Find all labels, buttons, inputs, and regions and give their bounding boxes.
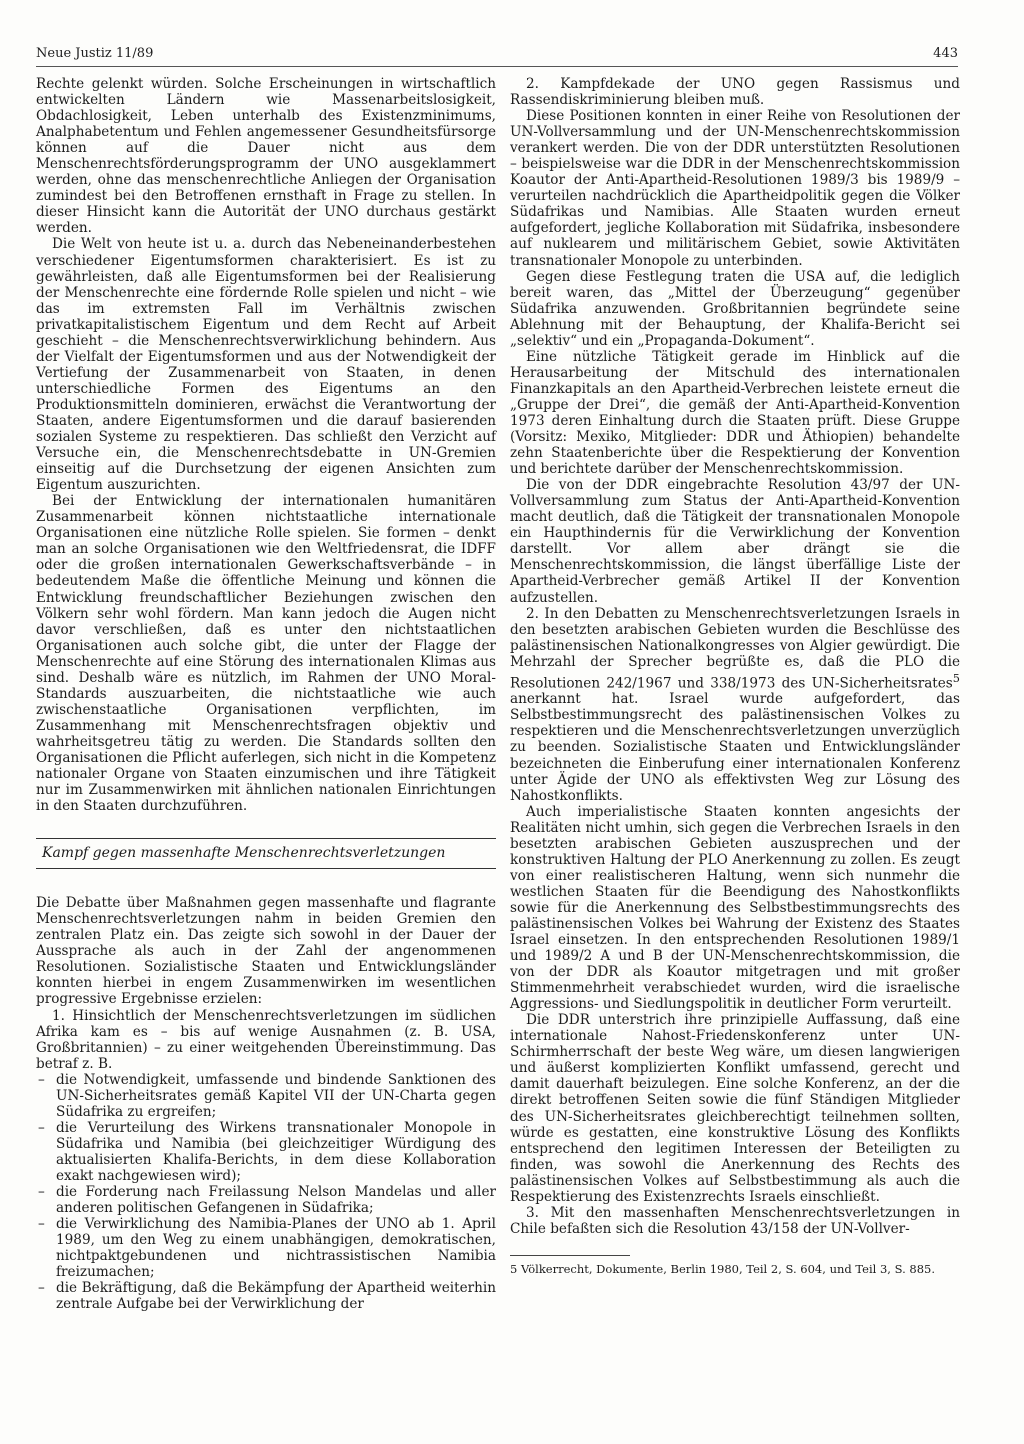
paragraph: Rechte gelenkt würden. Solche Erscheinungen in wirtschaftlich entwickelten Ländern wie Massenarbeitslosigkeit, Obdachlosigkeit, Leben unterhalb des Existenzminimums, Analphabetentum und Fehlen angemessener Gesundheitsfürsorge können auf die Dauer nicht aus dem Menschenrechtsförderungsprogramm der UNO ausgeklammert werden, ohne das menschenrechtliche Anliegen der Organisation zumindest bei den Betroffenen ernsthaft in Frage zu stellen. In dieser Hinsicht kann die Autorität der UNO durchaus gestärkt werden. bbox=[36, 76, 496, 237]
journal-title: Neue Justiz 11/89 bbox=[36, 46, 154, 61]
paragraph: Gegen diese Festlegung traten die USA auf, die lediglich bereit waren, das „Mittel der Überzeugung“ gegenüber Südafrika anzuwenden. Großbritannien begründete seine Ablehnung mit der Behauptung, der Khalifa-Bericht sei „selektiv“ und ein „Propaganda-Dokument“. bbox=[510, 268, 960, 349]
paragraph: Eine nützliche Tätigkeit gerade im Hinblick auf die Herausarbeitung der Mitschuld des internationalen Finanzkapitals an den Apartheid-Verbrechen leistete erneut die „Gruppe der Drei“, die gemäß der Anti-Apartheid-Konvention 1973 deren Einhaltung durch die Staaten prüft. Diese Gruppe (Vorsitz: Mexiko, Mitglieder: DDR und Äthiopien) behandelte zehn Staatenberichte über die Respektierung der Konvention und berichtete darüber der Menschenrechtskommission. bbox=[510, 348, 960, 478]
page-number: 443 bbox=[933, 46, 958, 61]
paragraph: Die Welt von heute ist u. a. durch das Nebeneinanderbestehen verschiedener Eigentumsformen charakterisiert. Es ist zu gewährleisten, daß alle Eigentumsformen bei der Realisierung der Menschenrechte eine fördernde Rolle spielen und nicht – wie das im extremsten Fall im Verhältnis zwischen privatkapitalistischem Eigentum und dem Recht auf Arbeit geschieht – die Menschenrechtsverwirklichung behindern. Aus der Vielfalt der Eigentumsformen und aus der Notwendigkeit der Vertiefung der Zusammenarbeit von Staaten, in denen unterschiedliche Formen des Eigentums an den Produktionsmitteln dominieren, erwächst die Verantwortung der Staaten, andere Eigentumsformen und die darauf basierenden sozialen Systeme zu respektieren. Das schließt den Verzicht auf Versuche ein, die Menschenrechtsdebatte in UN-Gremien einseitig auf die Durchsetzung der eigenen Ansichten zum Eigentum auszurichten. bbox=[36, 236, 496, 494]
footnote-marker: 5 bbox=[952, 670, 960, 685]
list-item: – die Notwendigkeit, umfassende und bindende Sanktionen des UN-Sicherheitsrates gemäß Kapitel VII der UN-Charta gegen Südafrika zu ergreifen; bbox=[36, 1072, 496, 1120]
paragraph-text: 2. In den Debatten zu Menschenrechtsverletzungen Israels in den besetzten arabischen Gebieten wurden die Beschlüsse des palästinensischen Nationalkongresses von Algier gewürdigt. Die Mehrzahl der Sprecher begrüßte es, daß die PLO die Resolutionen 242/1967 und 338/1973 des UN-Sicherheitsrates bbox=[510, 605, 960, 692]
paragraph: Auch imperialistische Staaten konnten angesichts der Realitäten nicht umhin, sich gegen die Verbrechen Israels in den besetzten arabischen Gebieten auszusprechen und der konstruktiven Haltung der PLO Anerkennung zu zollen. Es zeugt von einer realistischeren Haltung, wenn sich nunmehr die westlichen Staaten für die Beendigung des Nahostkonflikts sowie für die Anerkennung des Selbstbestimmungsrechts des palästinensischen Volkes bei Wahrung der Existenz des Staates Israel einsetzen. In den entsprechenden Resolutionen 1989/1 und 1989/2 A und B der UN-Menschenrechtskommission, die von der DDR als Koautor mitgetragen und mit großer Stimmenmehrheit verabschiedet wurden, wird die israelische Aggressions- und Siedlungspolitik in deutlicher Form verurteilt. bbox=[510, 803, 960, 1013]
paragraph: Die von der DDR eingebrachte Resolution 43/97 der UN-Vollversammlung zum Status der Anti-Apartheid-Konvention macht deutlich, daß die Tätigkeit der transnationalen Monopole ein Haupthindernis für die Verwirklichung der Konvention darstellt. Vor allem aber drängt sie die Menschenrechtskommission, die längst überfällige Liste der Apartheid-Verbrecher gemäß Artikel II der Konvention aufzustellen. bbox=[510, 477, 960, 606]
left-column bbox=[36, 76, 496, 1312]
paragraph: Die Debatte über Maßnahmen gegen massenhafte und flagrante Menschenrechtsverletzungen nahm in beiden Gremien den zentralen Platz ein. Das zeigte sich sowohl in der Dauer der Aussprache als auch in der Zahl der angenommenen Resolutionen. Sozialistische Staaten und Entwicklungsländer konnten hierbei in engem Zusammenwirken im wesentlichen progressive Ergebnisse erzielen: bbox=[36, 895, 496, 1008]
paragraph: 2. Kampfdekade der UNO gegen Rassismus und Rassendiskriminierung bleiben muß. bbox=[510, 76, 960, 109]
footnote: 5 Völkerrecht, Dokumente, Berlin 1980, Teil 2, S. 604, und Teil 3, S. 885. bbox=[510, 1261, 936, 1276]
list-item: – die Forderung nach Freilassung Nelson Mandelas und aller anderen politischen Gefangenen in Südafrika; bbox=[36, 1184, 496, 1216]
paragraph: Die DDR unterstrich ihre prinzipielle Auffassung, daß eine internationale Nahost-Friedenskonferenz unter UN-Schirmherrschaft der beste Weg wäre, um diesen langwierigen und äußerst komplizierten Konflikt umfassend, gerecht und damit dauerhaft beizulegen. Eine solche Konferenz, an der die direkt betroffenen Seiten sowie die fünf Ständigen Mitglieder des UN-Sicherheitsrates gleichberechtigt teilnehmen sollten, würde es gestatten, eine konstruktive Lösung des Konflikts entsprechend den legitimen Interessen der Beteiligten zu finden, was sowohl die Anerkennung des Rechts des palästinensischen Volkes auf Selbstbestimmung als auch die Respektierung des Existenzrechts Israels einschließt. bbox=[510, 1012, 960, 1205]
running-header bbox=[36, 44, 958, 67]
right-column bbox=[510, 76, 960, 1276]
footnote-divider bbox=[510, 1255, 630, 1256]
paragraph-text: anerkannt hat. Israel wurde aufgefordert, das Selbstbestimmungsrecht des palästinensischen Volkes zu respektieren und die Menschenrechtsverletzungen unverzüglich zu beenden. Sozialistische Staaten und Entwicklungsländer bezeichneten die Einberufung einer internationalen Konferenz unter Ägide der UNO als effektivsten Weg zur Lösung des Nahostkonflikts. bbox=[510, 691, 960, 804]
paragraph: 1. Hinsichtlich der Menschenrechtsverletzungen im südlichen Afrika kam es – bis auf wenige Ausnahmen (z. B. USA, Großbritannien) – zu einer weitgehenden Übereinstimmung. Das betraf z. B. bbox=[36, 1007, 496, 1072]
section-heading: Kampf gegen massenhafte Menschenrechtsverletzungen bbox=[36, 838, 496, 869]
paragraph: 3. Mit den massenhaften Menschenrechtsverletzungen in Chile befaßten sich die Resolution 43/158 der UN-Vollver- bbox=[510, 1204, 960, 1237]
list-item: – die Verwirklichung des Namibia-Planes der UNO ab 1. April 1989, um den Weg zu einem unabhängigen, demokratischen, nichtpaktgebundenen und nichtrassistischen Namibia freizumachen; bbox=[36, 1216, 496, 1280]
paragraph: Bei der Entwicklung der internationalen humanitären Zusammenarbeit können nichtstaatliche internationale Organisationen eine nützliche Rolle spielen. Sie formen – denkt man an solche Organisationen wie den Weltfriedensrat, die IDFF oder die großen internationalen Gewerkschaftsverbände – in bedeutendem Maße die öffentliche Meinung und können die Entwicklung freundschaftlicher Beziehungen zwischen den Völkern sehr wohl fördern. Man kann jedoch die Augen nicht davor verschließen, daß es unter den nichtstaatlichen Organisationen auch solche gibt, die unter der Flagge der Menschenrechte auf eine Störung des internationalen Klimas aus sind. Deshalb wäre es nützlich, im Rahmen der UNO Moral-Standards auszuarbeiten, die nichtstaatliche wie auch zwischenstaatliche Organisationen verpflichten, im Zusammenhang mit Menschenrechtsfragen objektiv und wahrheitsgetreu tätig zu werden. Die Standards sollten den Organisationen die Pflicht auferlegen, sich nicht in die Kompetenz nationaler Organe von Staaten einzumischen und ihre Tätigkeit nur im Zusammenwirken mit ähnlichen nationalen Einrichtungen in den Staaten durchzuführen. bbox=[36, 493, 496, 815]
dash-list bbox=[36, 1072, 496, 1313]
paragraph bbox=[510, 606, 960, 804]
list-item: – die Verurteilung des Wirkens transnationaler Monopole in Südafrika und Namibia (bei gleichzeitiger Würdigung des aktualisierten Khalifa-Berichts, in dem diese Kollaboration exakt nachgewiesen wird); bbox=[36, 1120, 496, 1184]
list-item: – die Bekräftigung, daß die Bekämpfung der Apartheid weiterhin zentrale Aufgabe bei der Verwirklichung der bbox=[36, 1280, 496, 1312]
paragraph: Diese Positionen konnten in einer Reihe von Resolutionen der UN-Vollversammlung und der UN-Menschenrechtskommission verankert werden. Die von der DDR unterstützten Resolutionen – beispielsweise war die DDR in der Menschenrechtskommission Koautor der Anti-Apartheid-Resolutionen 1989/3 bis 1989/9 – verurteilen nachdrücklich die Apartheidpolitik gegen die Völker Südafrikas und Namibias. Alle Staaten wurden erneut aufgefordert, jegliche Kollaboration mit Südafrika, insbesondere auf nuklearem und militärischem Gebiet, sowie Aktivitäten transnationaler Monopole zu unterbinden. bbox=[510, 108, 960, 269]
